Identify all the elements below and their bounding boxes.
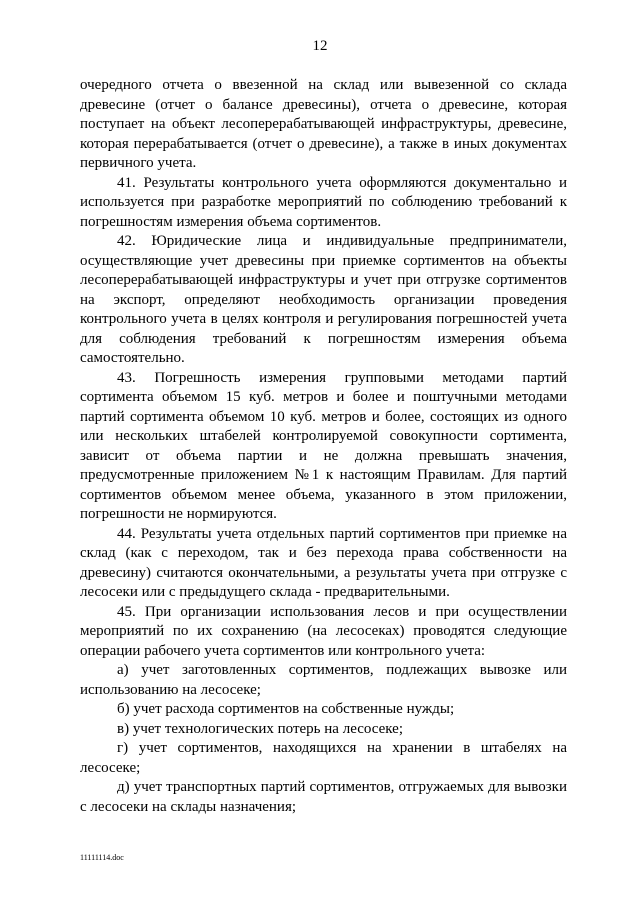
paragraph-continuation: очередного отчета о ввезенной на склад или вывезенной со склада древесине (отчет о балансе древесины), отчета о древесине, которая поступает на объект лесоперерабатывающей инфраструктуры, древесине, которая перерабатывается (отчет о древесине), а также в иных документах первичного учета. [80, 77, 567, 171]
paragraph-43: 43. Погрешность измерения групповыми методами партий сортимента объемом 15 куб. метров и более и поштучными методами партий сортимента объемом 10 куб. метров и более, состоящих из одного или нескольких штабелей контролируемой совокупности сортимента, зависит от объема партии и не должна превышать значения, предусмотренные приложением №1 к настоящим Правилам. Для партий сортиментов объемом менее объема, указанного в этом приложении, погрешности не нормируются. [80, 369, 567, 522]
list-item-v: в) учет технологических потерь на лесосеке; [117, 720, 403, 737]
list-item-d: д) учет транспортных партий сортиментов, отгружаемых для вывозки с лесосеки на склады назначения; [80, 779, 567, 815]
list-item-g: г) учет сортиментов, находящихся на хранении в штабелях на лесосеке; [80, 740, 567, 776]
paragraph-44: 44. Результаты учета отдельных партий сортиментов при приемке на склад (как с переходом, так и без перехода права собственности на древесину) считаются окончательными, а результаты учета при отгрузке с лесосеки или с предыдущего склада - предварительными. [80, 525, 567, 600]
page-number: 12 [312, 38, 328, 54]
paragraph-45: 45. При организации использования лесов и при осуществлении мероприятий по их сохранению (на лесосеках) проводятся следующие операции рабочего учета сортиментов или контрольного учета: [80, 603, 567, 659]
footer-filename: 11111114.doc [80, 853, 124, 862]
list-item-a: а) учет заготовленных сортиментов, подлежащих вывозке или использованию на лесосеке; [80, 662, 567, 698]
paragraph-41: 41. Результаты контрольного учета оформляются документально и используется при разработке мероприятий по соблюдению требований к погрешностям измерения объема сортиментов. [80, 174, 567, 230]
document-body [80, 76, 567, 817]
paragraph-42: 42. Юридические лица и индивидуальные предприниматели, осуществляющие учет древесины при приемке сортиментов на объекты лесоперерабатывающей инфраструктуры и учет при отгрузке сортиментов на экспорт, определяют необходимость организации проведения контрольного учета в целях контроля и регулирования погрешностей учета для соблюдения требований к погрешностям измерения объема самостоятельно. [80, 233, 567, 366]
list-item-b: б) учет расхода сортиментов на собственные нужды; [117, 701, 455, 717]
